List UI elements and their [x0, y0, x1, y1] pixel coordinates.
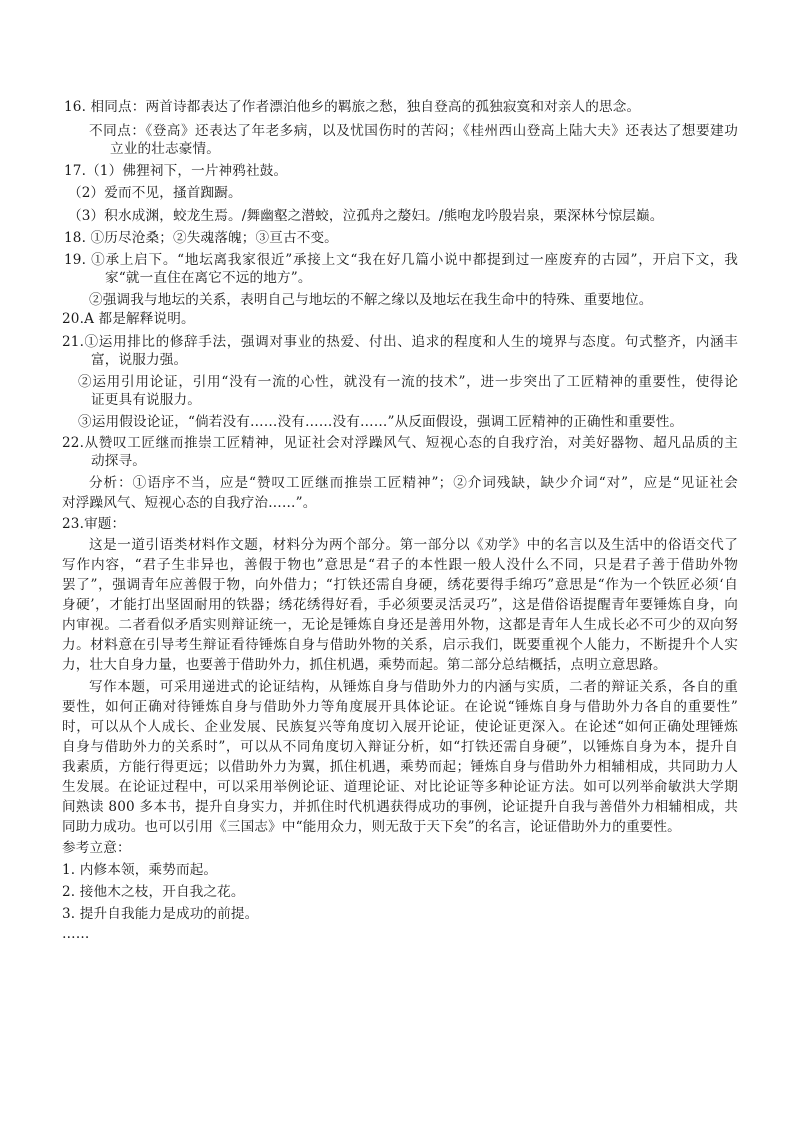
q23-p1-l2: 写作内容，“君子生非异也，善假于物也”意思是“君子的本性跟一般人没什么不同，只是君子善于借助外物 — [62, 557, 738, 573]
q16-similarity: 16. 相同点：两首诗都表达了作者漂泊他乡的羁旅之愁，独自登高的孤独寂寞和对亲人的思念。 — [64, 99, 641, 115]
q23-heading: 23.审题： — [62, 516, 126, 532]
q18-answer: 18. ①历尽沧桑；②失魂落魄；③亘古不变。 — [64, 230, 338, 246]
q23-p1-l3: 罢了”，强调青年应善假于物，向外借力；“打铁还需自身硬，绣花要得手绵巧”意思是“作为一个铁匠必须‘自 — [62, 577, 738, 593]
q21-point2-cont: 证更具有说服力。 — [91, 392, 201, 408]
q23-p2-l1: 写作本题，可采用递进式的论证结构，从锤炼自身与借助外力的内涵与实质，二者的辩证关系，各自的重 — [89, 679, 738, 695]
q17-part2: （2）爱而不见，搔首踟蹰。 — [68, 185, 242, 201]
q23-p2-l2: 要性，如何正确对待锤炼自身与借助外力等角度展开具体论证。在论说“锤炼自身与借助外力各自的重要性” — [62, 699, 738, 715]
q23-p2-l3: 时，可以从个人成长、企业发展、民族复兴等角度切入展开论证，使论证更深入。在论述“如何正确处理锤炼 — [62, 719, 738, 735]
q23-p2-l6: 生发展。在论证过程中，可以采用举例论证、道理论证、对比论证等多种论证方法。如可以列举俞敏洪大学期 — [62, 779, 738, 795]
q23-p2-l4: 自身与借助外力的关系时”，可以从不同角度切入辩证分析，如“打铁还需自身硬”，以锤炼自身为本，提升自 — [62, 739, 738, 755]
q23-p2-l8: 同助力成功。也可以引用《三国志》中“能用众力，则无敌于天下矣”的名言，论证借助外力的重要性。 — [62, 819, 681, 835]
reference-ideas-heading: 参考立意： — [62, 840, 131, 856]
q21-point2: ②运用引用论证，引用“没有一流的心性，就没有一流的技术”，进一步突出了工匠精神的重要性，使得论 — [78, 374, 738, 390]
q19-point1: 19. ①承上启下。“地坛离我家很近”承接上文“我在好几篇小说中都提到过一座废弃的古园”，开启下文，我 — [64, 252, 738, 268]
q22-analysis-cont: 对浮躁风气、短视心态的自我疗治……”。 — [62, 495, 317, 511]
q17-part3: （3）积水成渊，蛟龙生焉。/舞幽壑之潜蛟，泣孤舟之嫠妇。/熊咆龙吟殷岩泉，栗深林兮惊层巅。 — [68, 208, 664, 224]
q23-p2-l5: 我素质，方能行得更远；以借助外力为翼，抓住机遇，乘势而起；锤炼自身与借助外力相辅相成，共同助力人 — [62, 759, 738, 775]
q19-point1-cont: 家“就一直住在离它不远的地方”。 — [105, 270, 312, 286]
q17-part1: 17.（1）佛狸祠下，一片神鸦社鼓。 — [64, 163, 288, 179]
q23-p1-l1: 这是一道引语类材料作文题，材料分为两个部分。第一部分以《劝学》中的名言以及生活中的俗语交代了 — [89, 537, 738, 553]
q22-answer: 22.从赞叹工匠继而推崇工匠精神，见证社会对浮躁风气、短视心态的自我疗治，对美好器物、超凡品质的主 — [62, 435, 738, 451]
q21-point1: 21.①运用排比的修辞手法，强调对事业的热爱、付出、追求的程度和人生的境界与态度。句式整齐，内涵丰 — [62, 334, 738, 350]
q21-point3: ③运用假设论证，“倘若没有……没有……没有……”从反面假设，强调工匠精神的正确性和重要性。 — [78, 414, 684, 430]
q23-p1-l5: 内审视。二者看似矛盾实则辩证统一，无论是锤炼自身还是善用外物，这都是青年人生成长必不可少的双向努 — [62, 617, 738, 633]
reference-idea-2: 2. 接他木之枝，开自我之花。 — [62, 884, 245, 900]
q23-p1-l7: 力，壮大自身力量，也要善于借助外力，抓住机遇，乘势而起。第二部分总结概括，点明立意思路。 — [62, 657, 667, 673]
reference-idea-3: 3. 提升自我能力是成功的前提。 — [62, 906, 259, 922]
q23-p1-l6: 力。材料意在引导考生辩证看待锤炼自身与借助外物的关系，启示我们，既要重视个人能力，不断提升个人实 — [62, 637, 738, 653]
q16-difference: 不同点：《登高》还表达了年老多病，以及忧国伤时的苦闷；《桂州西山登高上陆大夫》还表达了想要建功 — [89, 123, 738, 139]
q22-analysis: 分析：①语序不当，应是“赞叹工匠继而推崇工匠精神”；②介词残缺，缺少介词“对”，应是“见证社会 — [89, 475, 738, 491]
q23-p2-l7: 间熟读 800 多本书，提升自身实力，并抓住时代机遇获得成功的事例，论证提升自我与善借外力相辅相成，共 — [62, 799, 738, 815]
q19-point2: ②强调我与地坛的关系，表明自己与地坛的不解之缘以及地坛在我生命中的特殊、重要地位。 — [89, 292, 653, 308]
q16-difference-cont: 立业的壮志豪情。 — [110, 141, 220, 157]
q22-answer-cont: 动探寻。 — [91, 453, 146, 469]
q21-point1-cont: 富，说服力强。 — [91, 352, 188, 368]
q23-p1-l4: 身硬’，才能打出坚固耐用的铁器；绣花绣得好看，手必须要灵活灵巧”，这是借俗语提醒青年要锤炼自身，向 — [62, 597, 738, 613]
ellipsis: …… — [62, 926, 90, 942]
q20-answer: 20.A 都是解释说明。 — [62, 311, 195, 327]
reference-idea-1: 1. 内修本领，乘势而起。 — [62, 862, 218, 878]
